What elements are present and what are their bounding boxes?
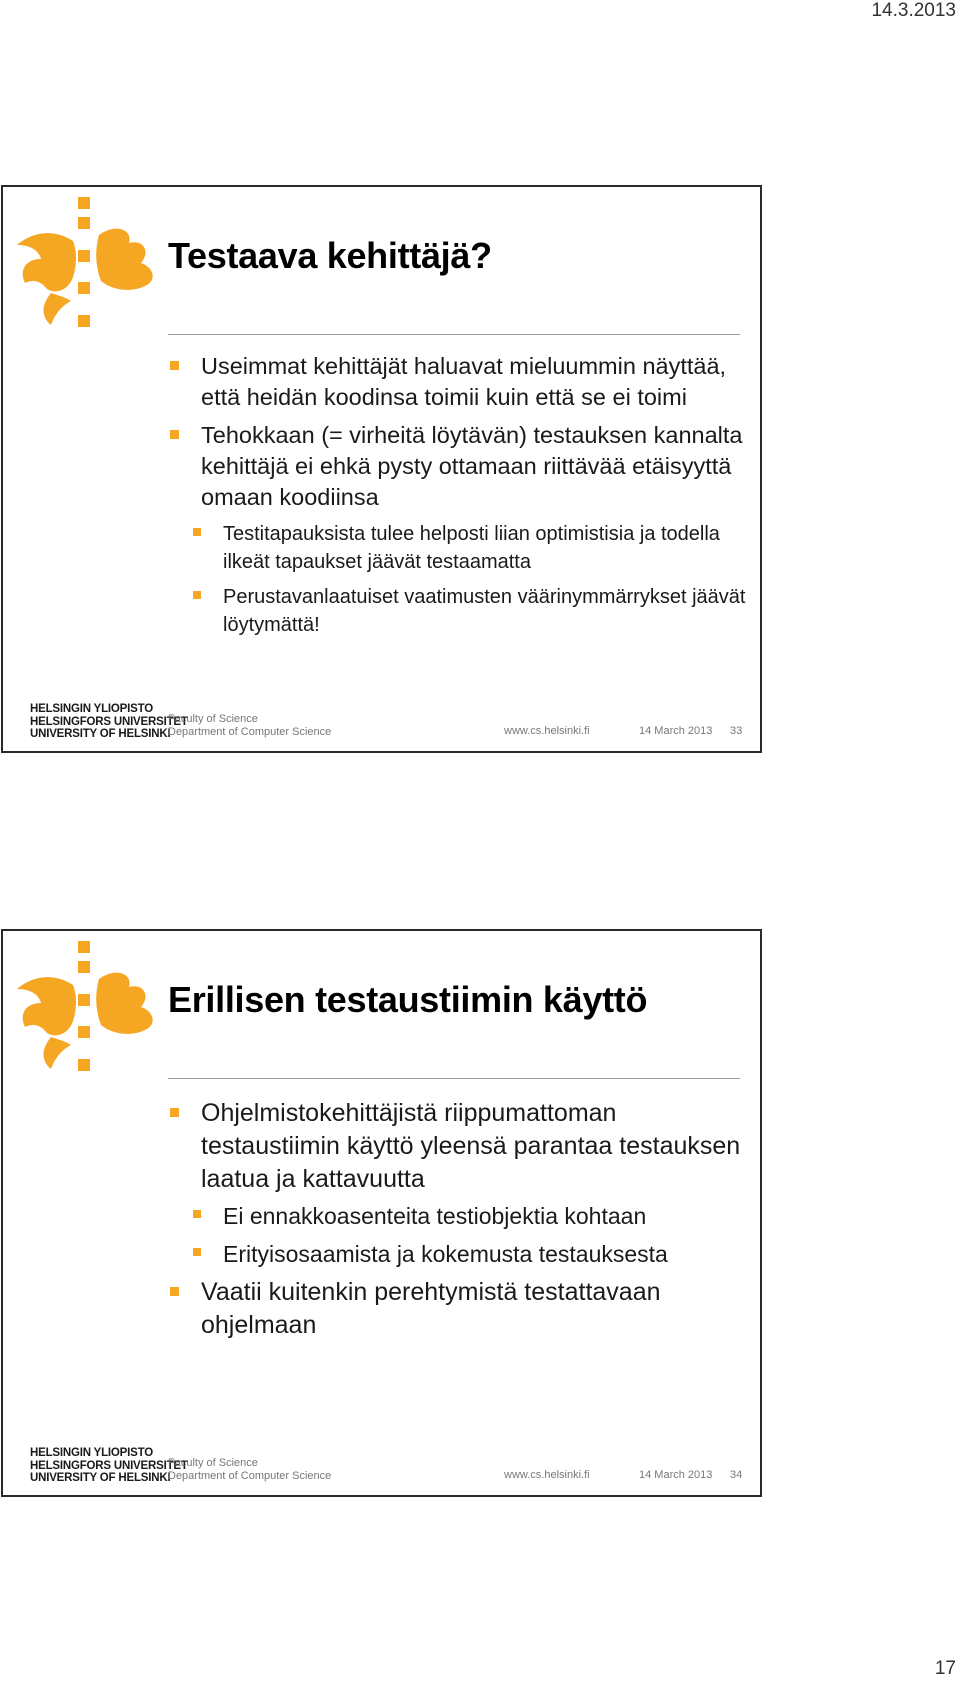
bullet-text: Tehokkaan (= virheitä löytävän) testauksen kannalta kehittäjä ei ehkä pysty ottamaan riittävää etäisyyttä omaan koodiinsa bbox=[201, 422, 743, 510]
sub-bullet-item bbox=[168, 520, 748, 576]
bullet-item bbox=[168, 1276, 748, 1342]
bullet-marker-icon bbox=[170, 361, 179, 370]
sub-bullet-item bbox=[168, 1238, 748, 1270]
sub-bullet-item bbox=[168, 1200, 748, 1232]
university-name-fi: HELSINGIN YLIOPISTO bbox=[30, 703, 153, 715]
slide-34 bbox=[1, 929, 762, 1497]
title-divider bbox=[168, 334, 740, 335]
flame-logo-icon bbox=[11, 193, 163, 339]
university-name-en: UNIVERSITY OF HELSINKI bbox=[30, 1472, 171, 1484]
department-name: Department of Computer Science bbox=[168, 1469, 332, 1482]
faculty-name: Faculty of Science bbox=[168, 713, 258, 725]
university-name bbox=[30, 703, 188, 741]
faculty-info bbox=[168, 1457, 331, 1482]
university-name-sv: HELSINGFORS UNIVERSITET bbox=[30, 715, 188, 728]
sub-bullet-text: Testitapauksista tulee helposti liian optimistisia ja todella ilkeät tapaukset jäävät testaamatta bbox=[223, 523, 720, 573]
footer-date: 14 March 2013 bbox=[639, 725, 713, 737]
slide-title: Erillisen testaustiimin käyttö bbox=[168, 979, 648, 1020]
sub-bullet-text: Perustavanlaatuiset vaatimusten väärinymmärrykset jäävät löytymättä! bbox=[223, 586, 746, 636]
department-name: Department of Computer Science bbox=[168, 725, 332, 738]
slide-33 bbox=[1, 185, 762, 753]
university-name-en: UNIVERSITY OF HELSINKI bbox=[30, 728, 171, 740]
bullet-list bbox=[168, 1097, 748, 1342]
slide-number: 34 bbox=[730, 1469, 743, 1481]
bullet-item bbox=[168, 420, 748, 513]
bullet-marker-icon bbox=[193, 1210, 201, 1218]
bullet-marker-icon bbox=[170, 430, 179, 439]
page-date: 14.3.2013 bbox=[871, 0, 956, 21]
university-name-sv: HELSINGFORS UNIVERSITET bbox=[30, 1459, 188, 1472]
footer-url: www.cs.helsinki.fi bbox=[504, 725, 590, 737]
footer-url: www.cs.helsinki.fi bbox=[504, 1469, 590, 1481]
bullet-text: Vaatii kuitenkin perehtymistä testattavaan ohjelmaan bbox=[201, 1278, 661, 1339]
bullet-item bbox=[168, 1097, 748, 1196]
university-name-fi: HELSINGIN YLIOPISTO bbox=[30, 1447, 153, 1459]
slide-content bbox=[168, 351, 748, 646]
slide-title: Testaava kehittäjä? bbox=[168, 235, 492, 276]
footer-date: 14 March 2013 bbox=[639, 1469, 713, 1481]
bullet-marker-icon bbox=[170, 1287, 179, 1296]
faculty-info bbox=[168, 713, 331, 738]
bullet-text: Ohjelmistokehittäjistä riippumattoman testaustiimin käyttö yleensä parantaa testauksen laatua ja kattavuutta bbox=[201, 1099, 741, 1193]
slide-content bbox=[168, 1097, 748, 1346]
slide-number: 33 bbox=[730, 725, 743, 737]
page-number: 17 bbox=[934, 1658, 956, 1679]
sub-bullet-text: Erityisosaamista ja kokemusta testauksesta bbox=[223, 1241, 668, 1267]
bullet-text: Useimmat kehittäjät haluavat mieluummin näyttää, että heidän koodinsa toimii kuin että se ei toimi bbox=[201, 353, 727, 410]
bullet-marker-icon bbox=[193, 528, 201, 536]
title-divider bbox=[168, 1078, 740, 1079]
bullet-marker-icon bbox=[170, 1108, 179, 1117]
flame-logo-icon bbox=[11, 937, 163, 1083]
bullet-item bbox=[168, 351, 748, 413]
faculty-name: Faculty of Science bbox=[168, 1457, 258, 1469]
sub-bullet-text: Ei ennakkoasenteita testiobjektia kohtaan bbox=[223, 1203, 647, 1229]
bullet-list bbox=[168, 351, 748, 639]
bullet-marker-icon bbox=[193, 1248, 201, 1256]
sub-bullet-item bbox=[168, 583, 748, 639]
university-name bbox=[30, 1447, 188, 1485]
bullet-marker-icon bbox=[193, 591, 201, 599]
